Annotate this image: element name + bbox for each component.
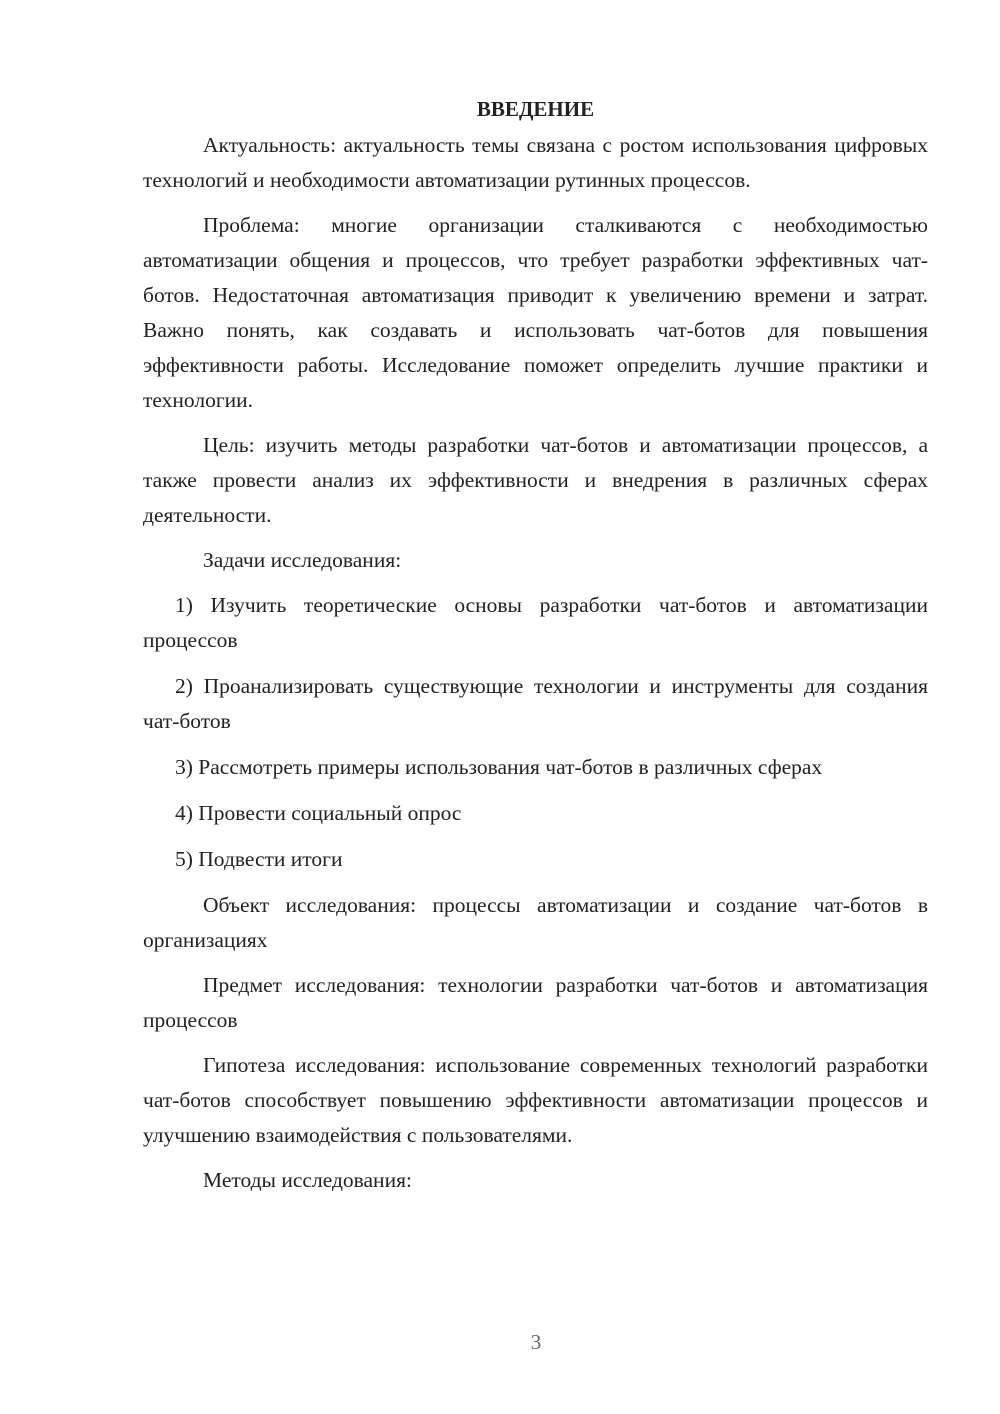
hypothesis-paragraph: Гипотеза исследования: использование современных технологий разработки чат-ботов способствует повышению эффективности автоматизации процессов и улучшению взаимодействия с пользователями. (143, 1053, 928, 1147)
document-body (143, 92, 928, 1208)
task-item: 5) Подвести итоги (175, 847, 343, 871)
object-paragraph: Объект исследования: процессы автоматизации и создание чат-ботов в организациях (143, 893, 928, 952)
tasks-title: Задачи исследования: (203, 548, 402, 572)
page-number: 3 (530, 1330, 542, 1354)
goal-paragraph: Цель: изучить методы разработки чат-ботов и автоматизации процессов, а также провести анализ их эффективности и внедрения в различных сферах деятельности. (143, 433, 928, 527)
methods-title: Методы исследования: (203, 1168, 412, 1192)
task-item: 2) Проанализировать существующие технологии и инструменты для создания чат-ботов (143, 674, 928, 733)
relevance-paragraph: Актуальность: актуальность темы связана с ростом использования цифровых технологий и необходимости автоматизации рутинных процессов. (143, 133, 928, 192)
task-item: 3) Рассмотреть примеры использования чат-ботов в различных сферах (175, 755, 823, 779)
task-item: 1) Изучить теоретические основы разработки чат-ботов и автоматизации процессов (143, 593, 928, 652)
problem-paragraph: Проблема: многие организации сталкиваются с необходимостью автоматизации общения и процессов, что требует разработки эффективных чат-ботов. Недостаточная автоматизация приводит к увеличению времени и затрат. Важно понять, как создавать и использовать чат-ботов для повышения эффективности работы. Исследование поможет определить лучшие практики и технологии. (143, 213, 928, 412)
section-heading: ВВЕДЕНИЕ (476, 97, 595, 121)
subject-paragraph: Предмет исследования: технологии разработки чат-ботов и автоматизация процессов (143, 973, 928, 1032)
task-item: 4) Провести социальный опрос (175, 801, 462, 825)
